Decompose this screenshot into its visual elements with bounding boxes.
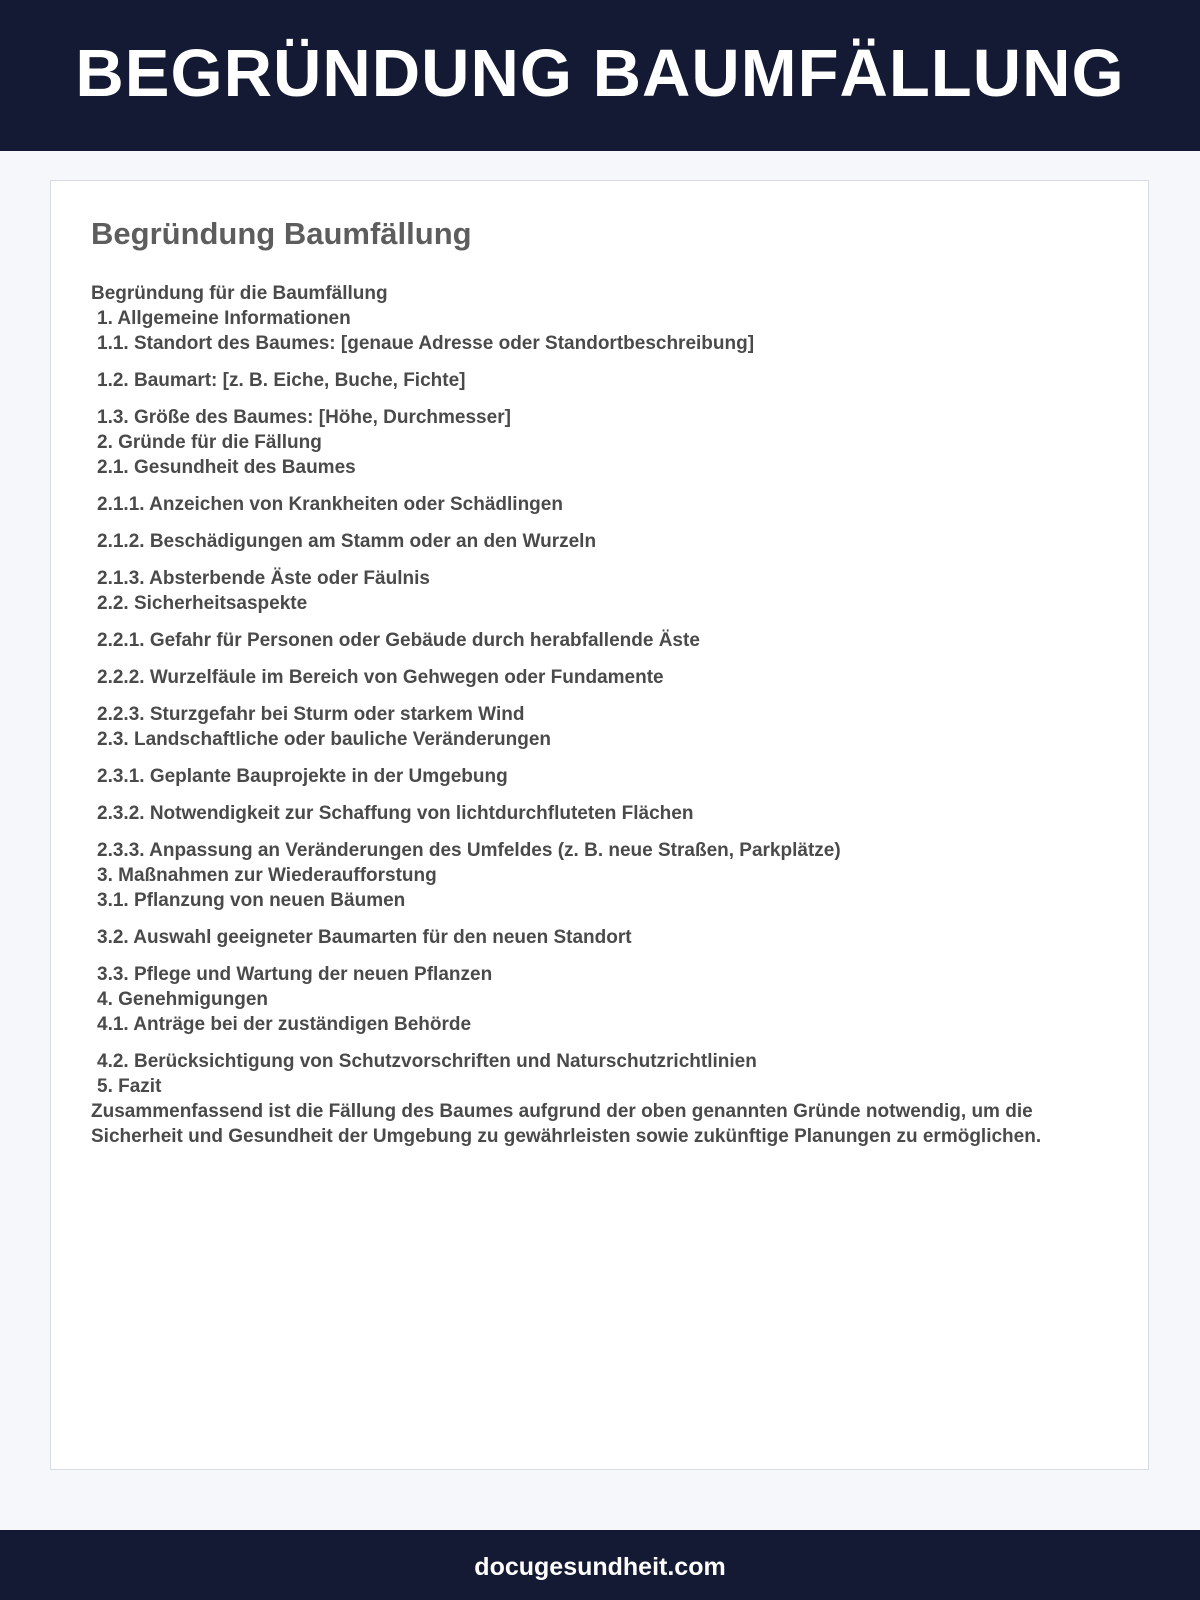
list-item: 2.3.1. Geplante Bauprojekte in der Umgebung (97, 766, 508, 787)
footer-banner (0, 1530, 1200, 1600)
list-item: 2.1. Gesundheit des Baumes (97, 457, 356, 478)
list-item: 2.3.2. Notwendigkeit zur Schaffung von lichtdurchfluteten Flächen (97, 803, 694, 824)
list-item: 2.1.1. Anzeichen von Krankheiten oder Schädlingen (97, 494, 563, 515)
footer-site-name: docugesundheit.com (474, 1552, 726, 1581)
list-item: 2.1.2. Beschädigungen am Stamm oder an den Wurzeln (97, 531, 597, 552)
list-item: 1. Allgemeine Informationen (97, 308, 351, 329)
list-item: 4.1. Anträge bei der zuständigen Behörde (97, 1014, 472, 1035)
list-item: 3.3. Pflege und Wartung der neuen Pflanzen (97, 964, 493, 985)
list-item: 3. Maßnahmen zur Wiederaufforstung (97, 865, 437, 886)
list-item: 2.2.1. Gefahr für Personen oder Gebäude durch herabfallende Äste (97, 630, 700, 651)
list-item: 3.1. Pflanzung von neuen Bäumen (97, 890, 406, 911)
list-item: 2.3. Landschaftliche oder bauliche Veränderungen (97, 729, 552, 750)
list-item: 1.2. Baumart: [z. B. Eiche, Buche, Fichte] (97, 370, 466, 391)
document-body (91, 281, 1111, 1149)
document-title: Begründung Baumfällung (91, 216, 472, 251)
list-item: 1.1. Standort des Baumes: [genaue Adresse oder Standortbeschreibung] (97, 333, 755, 354)
list-item: 4.2. Berücksichtigung von Schutzvorschriften und Naturschutzrichtlinien (97, 1051, 757, 1072)
list-item: 2.2.3. Sturzgefahr bei Sturm oder starkem Wind (97, 704, 525, 725)
list-item: 2.2.2. Wurzelfäule im Bereich von Gehwegen oder Fundamente (97, 667, 664, 688)
list-item: 2.1.3. Absterbende Äste oder Fäulnis (97, 568, 430, 589)
list-item: 4. Genehmigungen (97, 989, 269, 1010)
list-item: 5. Fazit (97, 1076, 162, 1097)
document-conclusion: Zusammenfassend ist die Fällung des Baumes aufgrund der oben genannten Gründe notwendig, um die Sicherheit und Gesundheit der Umgebung zu gewährleisten sowie zukünftige Planungen zu ermöglichen. (91, 1101, 1042, 1147)
document-intro: Begründung für die Baumfällung (91, 283, 388, 304)
page-title: BEGRÜNDUNG BAUMFÄLLUNG (75, 36, 1125, 111)
header-banner (0, 0, 1200, 151)
list-item: 3.2. Auswahl geeigneter Baumarten für den neuen Standort (97, 927, 632, 948)
list-item: 1.3. Größe des Baumes: [Höhe, Durchmesser] (97, 407, 511, 428)
list-item: 2. Gründe für die Fällung (97, 432, 322, 453)
list-item: 2.3.3. Anpassung an Veränderungen des Umfeldes (z. B. neue Straßen, Parkplätze) (97, 840, 841, 861)
list-item: 2.2. Sicherheitsaspekte (97, 593, 308, 614)
document-card (50, 180, 1149, 1470)
